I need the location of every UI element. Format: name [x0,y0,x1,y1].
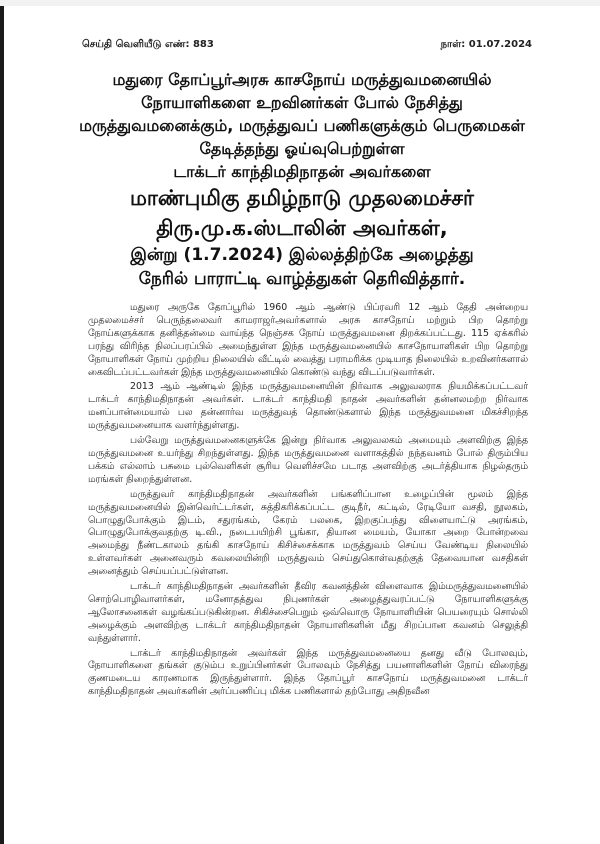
press-release-number: செய்தி வெளியீடு எண்: 883 [82,39,214,50]
headline-line: மருத்துவமனைக்கும், மருத்துவப் பணிகளுக்கும் பெருமைகள் [79,116,525,135]
body-paragraph: டாக்டர் காந்திமதிநாதன் அவர்களின் தீவிர கவனத்தின் விளைவாக இம்மருத்துவமனையில் சொற்பொழிவாளர்கள், மனோதத்துவ நிபுணர்கள் அழைத்துவரப்பட்டு நோயாளிகளுக்கு ஆலோசனைகள் வழங்கப்படுகின்றன. சிகிச்சைபெறும் ஒவ்வொரு நோயாளியின் பெயரையும் சொல்லி அழைக்கும் அளவிற்கு டாக்டர் காந்திமதிநாதன் நோயாளிகளின் மீது சிறப்பான கவனம் செலுத்தி வந்துள்ளார். [88,581,528,644]
headline-line-name: திரு.மு.க.ஸ்டாலின் அவர்கள், [156,216,448,240]
body-paragraph: மதுரை அருகே தோப்பூரில் 1960 ஆம் ஆண்டு பிப்ரவரி 12 ஆம் தேதி அன்றைய முதலமைச்சர் பெருந்தலைவர் காமராஜர்அவர்களால் அரசு காசநோய் மற்றும் பிற தொற்று நோய்களுக்காக தனித்தன்மை வாய்ந்த நெஞ்சக நோய் மருத்துவமனை திறக்கப்பட்டது. 115 ஏக்கரில் பரந்து விரிந்த நிலப்பரப்பில் அமைந்துள்ள இந்த மருத்துவமனையில் காசநோயாளிகள் பிற தொற்று நோயாளிகள் நோய் முற்றிய நிலையில் வீட்டில் வைத்து பராமரிக்க முடியாத நிலையில் உறவினர்களால் கைவிடப்பட்டவர்கள் இந்த மருத்துவமனையில் கொண்டு வந்து விடப்படுவார்கள். [88,302,528,378]
body-paragraph: மருத்துவர் காந்திமதிநாதன் அவர்களின் பங்களிப்பான உழைப்பின் மூலம் இந்த மருத்துவமனையில் இன்வெர்ட்டர்கள், சுத்திகரிக்கப்பட்ட குடிநீர், கட்டில், ரேடியோ வசதி, நூலகம், பொழுதுபோக்கும் இடம், சதுரங்கம், கேரம் பலகை, இறகுப்பந்து விளையாட்டு அரங்கம், பொழுதுபோக்குவதற்கு டி.வி., நடைபயிற்சி பூங்கா, தியான மையம், யோகா அறை போன்றவை அமைந்து நீண்டகாலம் தங்கி காசநோய் கிசிச்சைக்காக மருத்துவம் செய்ய வேண்டிய நிலையில் உள்ளவர்கள் அனைவரும் கவலையின்றி மருத்துவம் செய்துகொள்வதற்குத் தேவையான வசதிகள் அனைத்தும் செய்யப்பட்டுள்ளன. [88,488,528,578]
headline-line: மதுரை தோப்பூர்அரசு காசநோய் மருத்துவமனையில் [112,70,492,89]
headline-line: நோயாளிகளை உறவினர்கள் போல் நேசித்து [141,93,463,112]
headline-line: டாக்டர் காந்திமதிநாதன் அவர்களை [173,162,431,181]
document-body [88,302,528,699]
press-release-meta [82,39,532,51]
headline [44,68,560,291]
body-paragraph: பல்வேறு மருத்துவமனைகளுக்கே இன்று நிர்வாக அலுவலகம் அமையும் அளவிற்கு இந்த மருத்துவமனை உயர்ந்து சிறந்துள்ளது. இந்த மருத்துவமனை வளாகத்தில் நந்தவனம் போல் திரும்பிய பக்கம் எல்லாம் பசுமை புல்வெளிகள் சூரிய வெளிச்சமே படாத அளவிற்கு அடர்த்தியாக நிழல்தரும் மரங்கள் நிறைந்துள்ளன. [88,435,528,485]
headline-line: இன்று (1.7.2024) இல்லத்திற்கே அழைத்து [130,245,474,265]
document-page [4,6,600,844]
press-release-date: நாள்: 01.07.2024 [440,39,532,50]
body-paragraph: டாக்டர் காந்திமதிநாதன் அவர்கள் இந்த மருத்துவமனையை தனது வீடு போலவும், நோயாளிகளை தங்கள் குடும்ப உறுப்பினர்கள் போலவும் நேசித்து பயனாளிகளின் நோய் விரைந்து குணமடைய காரணமாக இருந்துள்ளார். இந்த தோப்பூர் காசநோய் மருத்துவமனை டாக்டர் காந்திமதிநாதன் அவர்களின் அர்ப்பணிப்பு மிக்க பணிகளால் தற்போது அதிநவீன [88,647,528,698]
headline-line-chief-minister: மாண்புமிகு தமிழ்நாடு முதலமைச்சர் [130,186,474,210]
headline-line: நேரில் பாராட்டி வாழ்த்துகள் தெரிவித்தார். [138,269,466,289]
body-paragraph: 2013 ஆம் ஆண்டில் இந்த மருத்துவமனையின் நிர்வாக அலுவலராக நியமிக்கப்பட்டவர் டாக்டர் காந்திமதிநாதன் அவர்கள். டாக்டர் காந்திமதி நாதன் அவர்களின் தன்னலமற்ற நிர்வாக மனப்பான்மையால் பல தன்னார்வ மருத்துவத் தொண்டுகளால் இந்த மருத்துவமனை மிகச்சிறந்த மருத்துவமனையாக வளர்ந்துள்ளது. [88,381,528,432]
headline-line: தேடித்தந்து ஓய்வுபெற்றுள்ள [199,139,405,158]
